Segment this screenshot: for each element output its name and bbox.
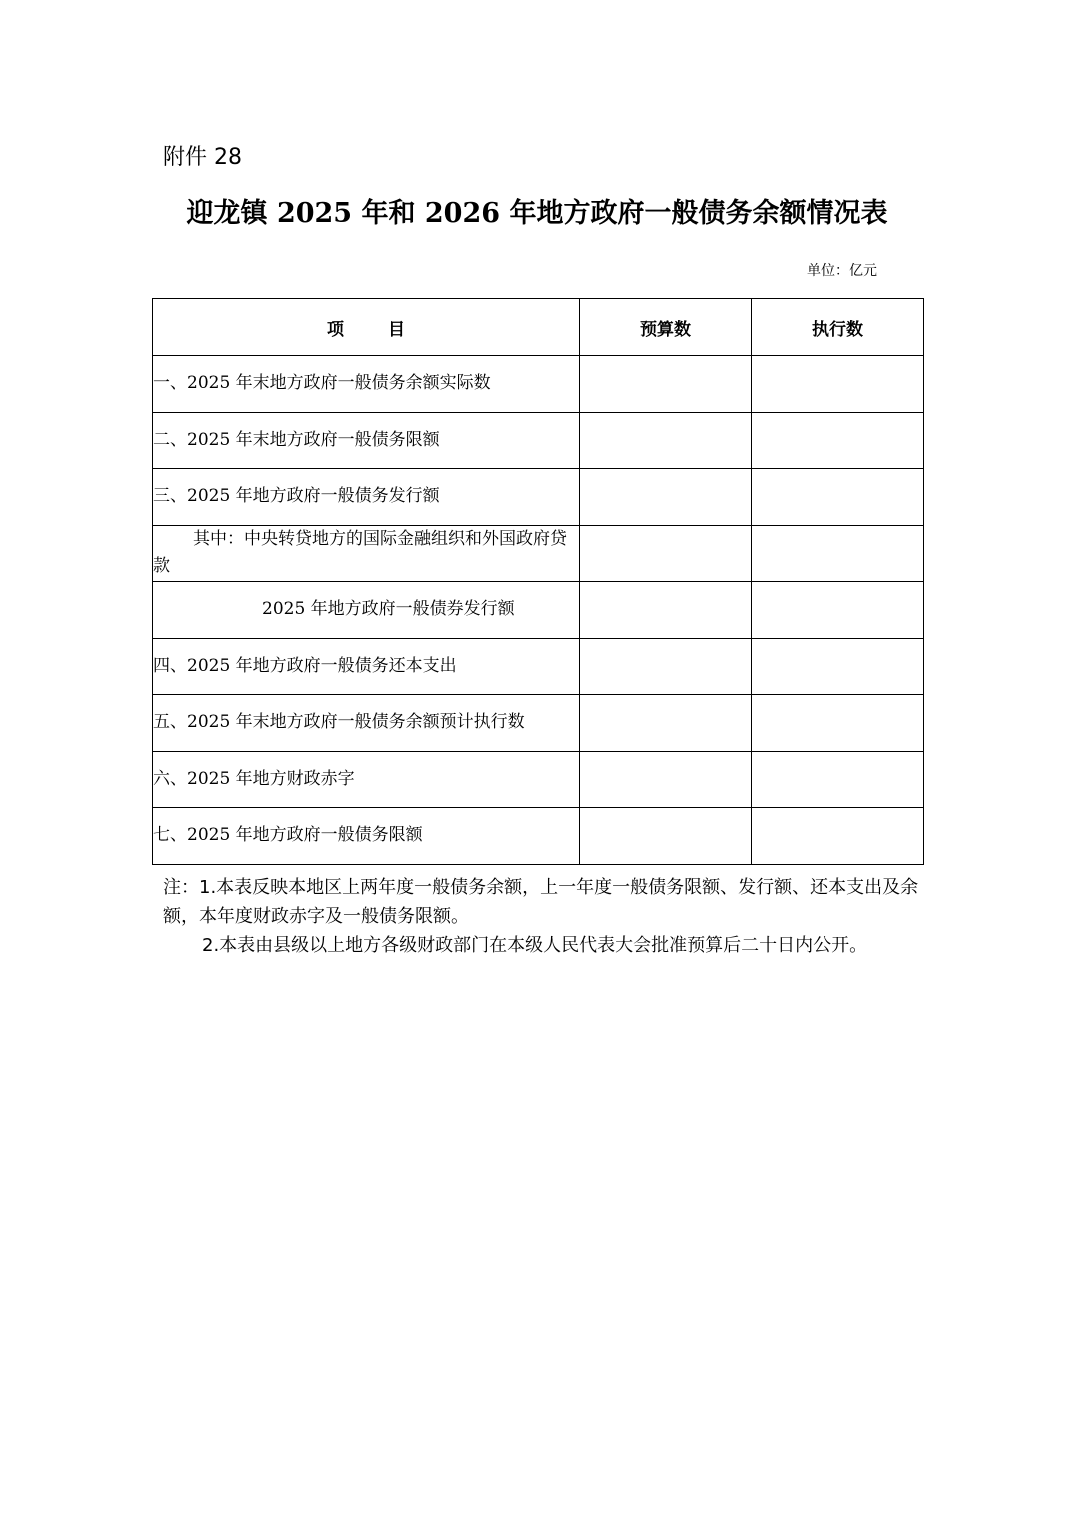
row-budget-cell bbox=[580, 638, 752, 695]
row-item: 二、2025 年末地方政府一般债务限额 bbox=[153, 412, 580, 469]
row-execution-cell bbox=[752, 525, 924, 582]
row-execution-cell bbox=[752, 751, 924, 808]
row-item: 四、2025 年地方政府一般债务还本支出 bbox=[153, 638, 580, 695]
row-execution-cell bbox=[752, 356, 924, 413]
row-item: 三、2025 年地方政府一般债务发行额 bbox=[153, 469, 580, 526]
row-execution-cell bbox=[752, 638, 924, 695]
row-budget-cell bbox=[580, 582, 752, 639]
row-budget-cell bbox=[580, 525, 752, 582]
row-item: 其中：中央转贷地方的国际金融组织和外国政府贷款 bbox=[153, 525, 580, 582]
header-item-char-1: 项 bbox=[327, 319, 344, 340]
row-item: 七、2025 年地方政府一般债务限额 bbox=[153, 808, 580, 865]
row-execution-cell bbox=[752, 582, 924, 639]
header-item-char-2: 目 bbox=[388, 319, 405, 340]
row-execution-cell bbox=[752, 695, 924, 752]
row-item: 2025 年地方政府一般债券发行额 bbox=[153, 582, 580, 639]
table-header-row bbox=[153, 299, 924, 356]
row-budget-cell bbox=[580, 356, 752, 413]
row-budget-cell bbox=[580, 469, 752, 526]
debt-table bbox=[152, 298, 924, 865]
row-item: 一、2025 年末地方政府一般债务余额实际数 bbox=[153, 356, 580, 413]
table-row bbox=[153, 582, 924, 639]
table-row bbox=[153, 638, 924, 695]
table-row bbox=[153, 469, 924, 526]
row-execution-cell bbox=[752, 412, 924, 469]
table-row bbox=[153, 695, 924, 752]
attachment-label: 附件 28 bbox=[163, 145, 242, 170]
row-budget-cell bbox=[580, 412, 752, 469]
row-execution-cell bbox=[752, 469, 924, 526]
page-title: 迎龙镇 2025 年和 2026 年地方政府一般债务余额情况表 bbox=[186, 198, 888, 229]
table-row bbox=[153, 356, 924, 413]
row-item: 六、2025 年地方财政赤字 bbox=[153, 751, 580, 808]
footnote-2: 2.本表由县级以上地方各级财政部门在本级人民代表大会批准预算后二十日内公开。 bbox=[202, 935, 868, 956]
table-row bbox=[153, 525, 924, 582]
row-budget-cell bbox=[580, 695, 752, 752]
table-row bbox=[153, 808, 924, 865]
table-row bbox=[153, 751, 924, 808]
row-budget-cell bbox=[580, 808, 752, 865]
footnote-1: 注：1.本表反映本地区上两年度一般债务余额，上一年度一般债务限额、发行额、还本支出及余额，本年度财政赤字及一般债务限额。 bbox=[163, 877, 919, 927]
row-item: 五、2025 年末地方政府一般债务余额预计执行数 bbox=[153, 695, 580, 752]
footnotes bbox=[163, 873, 923, 960]
table-row bbox=[153, 412, 924, 469]
header-budget: 预算数 bbox=[580, 299, 752, 356]
header-execution: 执行数 bbox=[752, 299, 924, 356]
row-execution-cell bbox=[752, 808, 924, 865]
row-budget-cell bbox=[580, 751, 752, 808]
header-item bbox=[153, 299, 580, 356]
unit-label: 单位：亿元 bbox=[807, 263, 877, 279]
